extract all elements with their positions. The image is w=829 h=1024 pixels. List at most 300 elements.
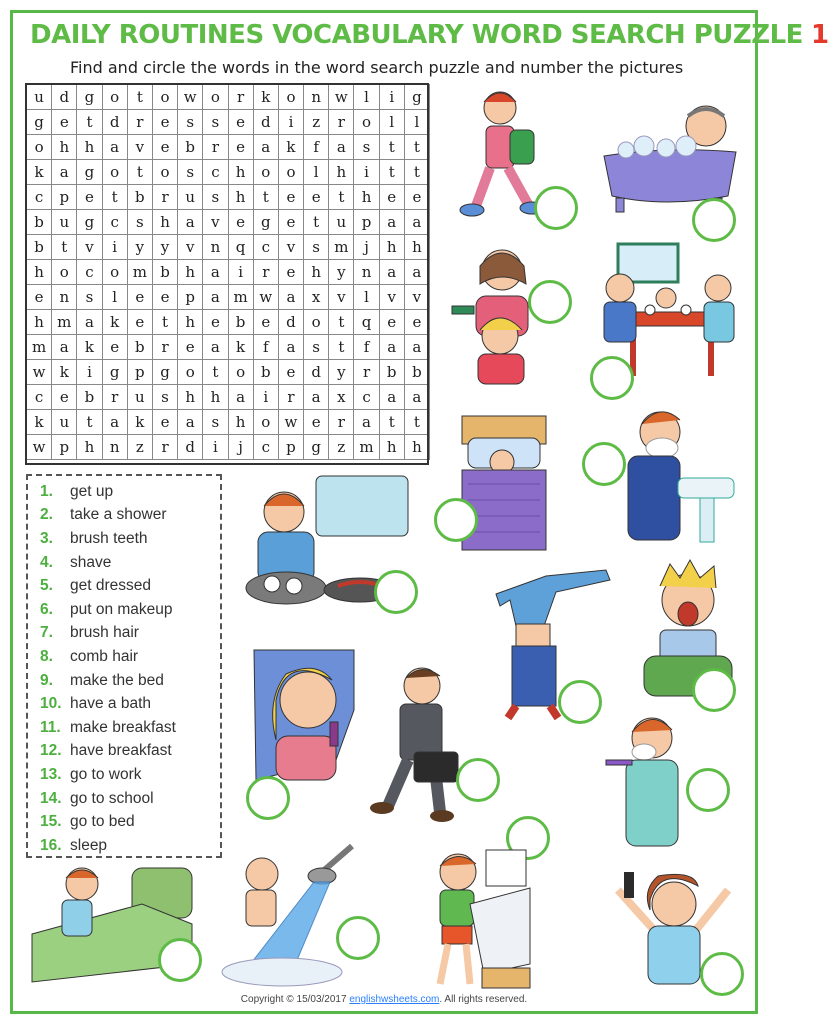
- grid-letter[interactable]: a: [379, 210, 404, 235]
- grid-letter[interactable]: t: [329, 335, 354, 360]
- grid-letter[interactable]: r: [127, 110, 152, 135]
- grid-letter[interactable]: h: [152, 210, 177, 235]
- grid-letter[interactable]: i: [379, 85, 404, 110]
- grid-letter[interactable]: m: [27, 335, 52, 360]
- grid-letter[interactable]: m: [329, 235, 354, 260]
- grid-letter[interactable]: t: [102, 185, 127, 210]
- grid-letter[interactable]: g: [77, 210, 102, 235]
- grid-letter[interactable]: b: [379, 360, 404, 385]
- word-text: go to work: [70, 765, 142, 783]
- grid-letter[interactable]: e: [77, 185, 102, 210]
- grid-letter[interactable]: t: [404, 410, 429, 435]
- grid-letter[interactable]: e: [278, 185, 303, 210]
- grid-letter[interactable]: o: [102, 160, 127, 185]
- grid-letter[interactable]: d: [253, 110, 278, 135]
- grid-letter[interactable]: e: [152, 110, 177, 135]
- grid-letter[interactable]: s: [203, 410, 228, 435]
- word-number: 1.: [40, 482, 53, 500]
- word-number: 9.: [40, 671, 53, 689]
- grid-letter[interactable]: t: [77, 110, 102, 135]
- word-text: comb hair: [70, 647, 139, 665]
- word-text: go to school: [70, 789, 154, 807]
- grid-letter[interactable]: o: [278, 85, 303, 110]
- grid-letter[interactable]: m: [127, 260, 152, 285]
- grid-letter[interactable]: c: [77, 260, 102, 285]
- grid-letter[interactable]: m: [354, 435, 379, 460]
- grid-letter[interactable]: o: [102, 85, 127, 110]
- answer-circle-1[interactable]: [534, 186, 578, 230]
- grid-letter[interactable]: a: [404, 260, 429, 285]
- grid-row: [27, 435, 430, 460]
- grid-letter[interactable]: y: [329, 260, 354, 285]
- grid-letter[interactable]: h: [27, 310, 52, 335]
- grid-letter[interactable]: b: [27, 210, 52, 235]
- grid-letter[interactable]: k: [102, 310, 127, 335]
- answer-circle-5[interactable]: [434, 498, 478, 542]
- grid-letter[interactable]: o: [152, 85, 177, 110]
- grid-letter[interactable]: h: [77, 435, 102, 460]
- grid-letter[interactable]: o: [354, 110, 379, 135]
- grid-letter[interactable]: c: [27, 185, 52, 210]
- grid-letter[interactable]: y: [329, 360, 354, 385]
- answer-circle-16[interactable]: [700, 952, 744, 996]
- grid-letter[interactable]: e: [404, 185, 429, 210]
- grid-letter[interactable]: s: [127, 210, 152, 235]
- grid-letter[interactable]: e: [102, 335, 127, 360]
- grid-letter[interactable]: a: [102, 135, 127, 160]
- answer-circle-14[interactable]: [158, 938, 202, 982]
- grid-letter[interactable]: e: [379, 185, 404, 210]
- word-text: brush hair: [70, 624, 139, 642]
- grid-letter[interactable]: o: [304, 310, 329, 335]
- word-list-item: [28, 622, 220, 646]
- grid-letter[interactable]: r: [329, 110, 354, 135]
- grid-letter[interactable]: k: [27, 410, 52, 435]
- grid-letter[interactable]: e: [203, 310, 228, 335]
- worksheet-title: [30, 20, 829, 60]
- grid-letter[interactable]: n: [304, 85, 329, 110]
- grid-letter[interactable]: s: [304, 335, 329, 360]
- grid-letter[interactable]: t: [127, 85, 152, 110]
- grid-letter[interactable]: a: [253, 135, 278, 160]
- grid-letter[interactable]: w: [329, 85, 354, 110]
- grid-letter[interactable]: u: [178, 185, 203, 210]
- grid-letter[interactable]: e: [152, 135, 177, 160]
- grid-row: [27, 210, 430, 235]
- grid-letter[interactable]: r: [152, 185, 177, 210]
- grid-letter[interactable]: h: [379, 235, 404, 260]
- grid-letter[interactable]: i: [278, 110, 303, 135]
- grid-letter[interactable]: y: [127, 235, 152, 260]
- grid-letter[interactable]: h: [52, 135, 77, 160]
- grid-letter[interactable]: k: [228, 335, 253, 360]
- grid-letter[interactable]: p: [278, 435, 303, 460]
- grid-letter[interactable]: v: [77, 235, 102, 260]
- grid-letter[interactable]: r: [102, 385, 127, 410]
- grid-letter[interactable]: b: [404, 360, 429, 385]
- word-number: 11.: [40, 718, 61, 736]
- grid-letter[interactable]: v: [329, 285, 354, 310]
- grid-letter[interactable]: c: [203, 160, 228, 185]
- grid-letter[interactable]: a: [404, 335, 429, 360]
- grid-letter[interactable]: r: [329, 410, 354, 435]
- grid-letter[interactable]: g: [404, 85, 429, 110]
- grid-letter[interactable]: a: [404, 210, 429, 235]
- grid-letter[interactable]: h: [404, 435, 429, 460]
- grid-letter[interactable]: b: [228, 310, 253, 335]
- man-having-bath-picture: [596, 86, 746, 216]
- grid-letter[interactable]: e: [152, 285, 177, 310]
- grid-letter[interactable]: a: [404, 385, 429, 410]
- grid-letter[interactable]: r: [152, 335, 177, 360]
- grid-letter[interactable]: t: [304, 210, 329, 235]
- grid-letter[interactable]: b: [152, 260, 177, 285]
- grid-letter[interactable]: s: [203, 110, 228, 135]
- answer-circle-15[interactable]: [336, 916, 380, 960]
- grid-letter[interactable]: c: [354, 385, 379, 410]
- grid-letter[interactable]: e: [127, 285, 152, 310]
- grid-letter[interactable]: e: [278, 210, 303, 235]
- grid-letter[interactable]: t: [379, 410, 404, 435]
- grid-letter[interactable]: u: [127, 385, 152, 410]
- grid-letter[interactable]: o: [27, 135, 52, 160]
- grid-letter[interactable]: g: [102, 360, 127, 385]
- word-list-item: [28, 574, 220, 598]
- grid-letter[interactable]: m: [228, 285, 253, 310]
- grid-letter[interactable]: t: [379, 160, 404, 185]
- grid-letter[interactable]: e: [127, 310, 152, 335]
- grid-letter[interactable]: f: [304, 135, 329, 160]
- mother-combing-hair-picture: [446, 240, 546, 390]
- answer-circle-2[interactable]: [692, 198, 736, 242]
- grid-letter[interactable]: n: [102, 435, 127, 460]
- grid-row: [27, 110, 430, 135]
- grid-letter[interactable]: s: [152, 385, 177, 410]
- grid-letter[interactable]: i: [77, 360, 102, 385]
- grid-letter[interactable]: k: [27, 160, 52, 185]
- grid-letter[interactable]: i: [354, 160, 379, 185]
- grid-letter[interactable]: h: [178, 260, 203, 285]
- grid-letter[interactable]: e: [304, 185, 329, 210]
- grid-letter[interactable]: g: [27, 110, 52, 135]
- grid-letter[interactable]: a: [379, 385, 404, 410]
- grid-letter[interactable]: o: [253, 160, 278, 185]
- grid-letter[interactable]: k: [253, 85, 278, 110]
- grid-letter[interactable]: n: [52, 285, 77, 310]
- grid-letter[interactable]: o: [152, 160, 177, 185]
- grid-letter[interactable]: a: [102, 410, 127, 435]
- grid-letter[interactable]: n: [203, 235, 228, 260]
- grid-letter[interactable]: o: [278, 160, 303, 185]
- grid-letter[interactable]: k: [52, 360, 77, 385]
- grid-row: [27, 160, 430, 185]
- grid-letter[interactable]: k: [278, 135, 303, 160]
- grid-letter[interactable]: t: [127, 160, 152, 185]
- grid-letter[interactable]: d: [304, 360, 329, 385]
- grid-letter[interactable]: s: [77, 285, 102, 310]
- grid-letter[interactable]: j: [354, 235, 379, 260]
- grid-letter[interactable]: h: [404, 235, 429, 260]
- grid-letter[interactable]: t: [253, 185, 278, 210]
- grid-letter[interactable]: v: [404, 285, 429, 310]
- grid-letter[interactable]: e: [278, 360, 303, 385]
- word-list: [26, 474, 222, 858]
- word-text: put on makeup: [70, 600, 173, 618]
- grid-letter[interactable]: w: [278, 410, 303, 435]
- grid-letter[interactable]: p: [127, 360, 152, 385]
- grid-letter[interactable]: a: [278, 285, 303, 310]
- grid-letter[interactable]: b: [253, 360, 278, 385]
- grid-letter[interactable]: a: [52, 335, 77, 360]
- grid-letter[interactable]: e: [253, 310, 278, 335]
- grid-letter[interactable]: v: [203, 210, 228, 235]
- grid-letter[interactable]: a: [203, 335, 228, 360]
- word-list-item: [28, 504, 220, 528]
- instructions: Find and circle the words in the word search puzzle and number the pictures: [70, 58, 684, 77]
- grid-letter[interactable]: v: [379, 285, 404, 310]
- word-list-item: [28, 740, 220, 764]
- grid-letter[interactable]: a: [228, 385, 253, 410]
- grid-letter[interactable]: e: [52, 385, 77, 410]
- grid-letter[interactable]: f: [253, 335, 278, 360]
- grid-letter[interactable]: d: [278, 310, 303, 335]
- grid-letter[interactable]: b: [127, 335, 152, 360]
- grid-letter[interactable]: p: [178, 285, 203, 310]
- grid-letter[interactable]: d: [52, 85, 77, 110]
- grid-letter[interactable]: w: [253, 285, 278, 310]
- grid-letter[interactable]: r: [203, 135, 228, 160]
- grid-letter[interactable]: h: [304, 260, 329, 285]
- grid-letter[interactable]: h: [329, 160, 354, 185]
- grid-letter[interactable]: w: [178, 85, 203, 110]
- grid-letter[interactable]: t: [77, 410, 102, 435]
- grid-letter[interactable]: h: [228, 185, 253, 210]
- grid-letter[interactable]: n: [354, 260, 379, 285]
- grid-letter[interactable]: a: [329, 135, 354, 160]
- grid-letter[interactable]: g: [253, 210, 278, 235]
- grid-letter[interactable]: i: [102, 235, 127, 260]
- word-number: 15.: [40, 813, 62, 831]
- grid-letter[interactable]: g: [152, 360, 177, 385]
- grid-letter[interactable]: o: [52, 260, 77, 285]
- answer-circle-6[interactable]: [582, 442, 626, 486]
- grid-letter[interactable]: a: [304, 385, 329, 410]
- grid-row: [27, 235, 430, 260]
- word-number: 13.: [40, 765, 62, 783]
- grid-letter[interactable]: e: [404, 310, 429, 335]
- answer-circle-11[interactable]: [456, 758, 500, 802]
- grid-letter[interactable]: t: [152, 310, 177, 335]
- grid-letter[interactable]: s: [203, 185, 228, 210]
- grid-letter[interactable]: o: [253, 410, 278, 435]
- grid-letter[interactable]: o: [228, 360, 253, 385]
- answer-circle-13[interactable]: [686, 768, 730, 812]
- word-list-item: [28, 763, 220, 787]
- grid-letter[interactable]: m: [52, 310, 77, 335]
- grid-letter[interactable]: b: [178, 135, 203, 160]
- answer-circle-8[interactable]: [558, 680, 602, 724]
- grid-letter[interactable]: r: [354, 360, 379, 385]
- word-text: get dressed: [70, 577, 151, 595]
- answer-circle-4[interactable]: [590, 356, 634, 400]
- word-text: sleep: [70, 836, 108, 854]
- word-list-item: [28, 716, 220, 740]
- grid-letter[interactable]: l: [102, 285, 127, 310]
- answer-circle-3[interactable]: [528, 280, 572, 324]
- grid-letter[interactable]: e: [278, 260, 303, 285]
- title-text: DAILY ROUTINES VOCABULARY WORD SEARCH PUZZLE: [30, 20, 803, 50]
- grid-letter[interactable]: k: [77, 335, 102, 360]
- grid-letter[interactable]: e: [178, 335, 203, 360]
- grid-row: [27, 260, 430, 285]
- grid-letter[interactable]: x: [329, 385, 354, 410]
- grid-letter[interactable]: k: [127, 410, 152, 435]
- grid-letter[interactable]: g: [77, 160, 102, 185]
- grid-letter[interactable]: l: [354, 285, 379, 310]
- grid-letter[interactable]: w: [27, 360, 52, 385]
- grid-letter[interactable]: u: [329, 210, 354, 235]
- grid-letter[interactable]: h: [178, 310, 203, 335]
- grid-row: [27, 310, 430, 335]
- grid-letter[interactable]: l: [354, 85, 379, 110]
- grid-letter[interactable]: e: [152, 410, 177, 435]
- grid-letter[interactable]: d: [102, 110, 127, 135]
- word-list-item: [28, 645, 220, 669]
- grid-letter[interactable]: a: [52, 160, 77, 185]
- grid-letter[interactable]: b: [77, 385, 102, 410]
- grid-letter[interactable]: u: [52, 210, 77, 235]
- word-number: 16.: [40, 836, 62, 854]
- grid-letter[interactable]: a: [354, 410, 379, 435]
- grid-letter[interactable]: h: [379, 435, 404, 460]
- grid-letter[interactable]: u: [27, 85, 52, 110]
- grid-letter[interactable]: b: [27, 235, 52, 260]
- grid-letter[interactable]: a: [203, 260, 228, 285]
- word-text: have a bath: [70, 695, 152, 713]
- grid-letter[interactable]: r: [253, 260, 278, 285]
- grid-letter[interactable]: v: [178, 235, 203, 260]
- grid-letter[interactable]: q: [228, 235, 253, 260]
- grid-letter[interactable]: b: [127, 185, 152, 210]
- grid-row: [27, 335, 430, 360]
- grid-letter[interactable]: e: [52, 110, 77, 135]
- grid-letter[interactable]: f: [354, 335, 379, 360]
- grid-letter[interactable]: h: [203, 385, 228, 410]
- grid-letter[interactable]: c: [253, 435, 278, 460]
- answer-circle-10[interactable]: [246, 776, 290, 820]
- grid-letter[interactable]: g: [304, 435, 329, 460]
- answer-circle-7[interactable]: [374, 570, 418, 614]
- grid-letter[interactable]: p: [52, 435, 77, 460]
- grid-row: [27, 85, 430, 110]
- grid-letter[interactable]: z: [304, 110, 329, 135]
- grid-letter[interactable]: v: [278, 235, 303, 260]
- answer-circle-9[interactable]: [692, 668, 736, 712]
- grid-letter[interactable]: e: [379, 310, 404, 335]
- grid-letter[interactable]: a: [77, 310, 102, 335]
- grid-letter[interactable]: p: [354, 210, 379, 235]
- grid-letter[interactable]: s: [178, 110, 203, 135]
- grid-letter[interactable]: h: [354, 185, 379, 210]
- grid-letter[interactable]: w: [27, 435, 52, 460]
- grid-letter[interactable]: t: [203, 360, 228, 385]
- grid-letter[interactable]: o: [203, 85, 228, 110]
- grid-letter[interactable]: i: [228, 260, 253, 285]
- copyright-suffix: . All rights reserved.: [439, 994, 528, 1005]
- grid-letter[interactable]: e: [304, 410, 329, 435]
- grid-letter[interactable]: u: [52, 410, 77, 435]
- grid-letter[interactable]: t: [329, 185, 354, 210]
- grid-letter[interactable]: a: [203, 285, 228, 310]
- copyright-link[interactable]: englishwsheets.com: [349, 994, 440, 1005]
- grid-letter[interactable]: h: [228, 160, 253, 185]
- grid-letter[interactable]: x: [304, 285, 329, 310]
- grid-letter[interactable]: s: [304, 235, 329, 260]
- grid-letter[interactable]: l: [304, 160, 329, 185]
- grid-letter[interactable]: t: [52, 235, 77, 260]
- grid-letter[interactable]: d: [178, 435, 203, 460]
- grid-letter[interactable]: s: [178, 160, 203, 185]
- grid-letter[interactable]: t: [404, 135, 429, 160]
- grid-letter[interactable]: t: [379, 135, 404, 160]
- grid-letter[interactable]: y: [152, 235, 177, 260]
- grid-row: [27, 185, 430, 210]
- grid-letter[interactable]: o: [102, 260, 127, 285]
- grid-letter[interactable]: e: [228, 135, 253, 160]
- grid-letter[interactable]: j: [228, 435, 253, 460]
- grid-letter[interactable]: l: [404, 110, 429, 135]
- grid-letter[interactable]: r: [278, 385, 303, 410]
- grid-letter[interactable]: z: [127, 435, 152, 460]
- boy-making-bed-picture: [404, 844, 532, 992]
- grid-letter[interactable]: i: [203, 435, 228, 460]
- grid-letter[interactable]: t: [329, 310, 354, 335]
- grid-letter[interactable]: i: [253, 385, 278, 410]
- grid-letter[interactable]: o: [178, 360, 203, 385]
- grid-letter[interactable]: a: [379, 260, 404, 285]
- grid-letter[interactable]: g: [77, 85, 102, 110]
- grid-letter[interactable]: h: [27, 260, 52, 285]
- grid-letter[interactable]: e: [228, 210, 253, 235]
- grid-letter[interactable]: a: [278, 335, 303, 360]
- grid-letter[interactable]: a: [379, 335, 404, 360]
- grid-letter[interactable]: a: [178, 210, 203, 235]
- grid-letter[interactable]: c: [253, 235, 278, 260]
- grid-letter[interactable]: e: [27, 285, 52, 310]
- grid-letter[interactable]: h: [77, 135, 102, 160]
- grid-letter[interactable]: r: [228, 85, 253, 110]
- grid-letter[interactable]: r: [152, 435, 177, 460]
- grid-letter[interactable]: h: [228, 410, 253, 435]
- grid-row: [27, 285, 430, 310]
- grid-letter[interactable]: c: [102, 210, 127, 235]
- grid-letter[interactable]: t: [404, 160, 429, 185]
- grid-letter[interactable]: l: [379, 110, 404, 135]
- grid-letter[interactable]: z: [329, 435, 354, 460]
- word-number: 14.: [40, 789, 62, 807]
- word-text: go to bed: [70, 813, 135, 831]
- grid-letter[interactable]: v: [127, 135, 152, 160]
- grid-letter[interactable]: e: [228, 110, 253, 135]
- grid-letter[interactable]: s: [354, 135, 379, 160]
- grid-letter[interactable]: p: [52, 185, 77, 210]
- word-number: 4.: [40, 553, 53, 571]
- woman-putting-on-makeup-picture: [246, 640, 362, 790]
- grid-letter[interactable]: a: [178, 410, 203, 435]
- grid-letter[interactable]: h: [178, 385, 203, 410]
- grid-letter[interactable]: q: [354, 310, 379, 335]
- grid-letter[interactable]: c: [27, 385, 52, 410]
